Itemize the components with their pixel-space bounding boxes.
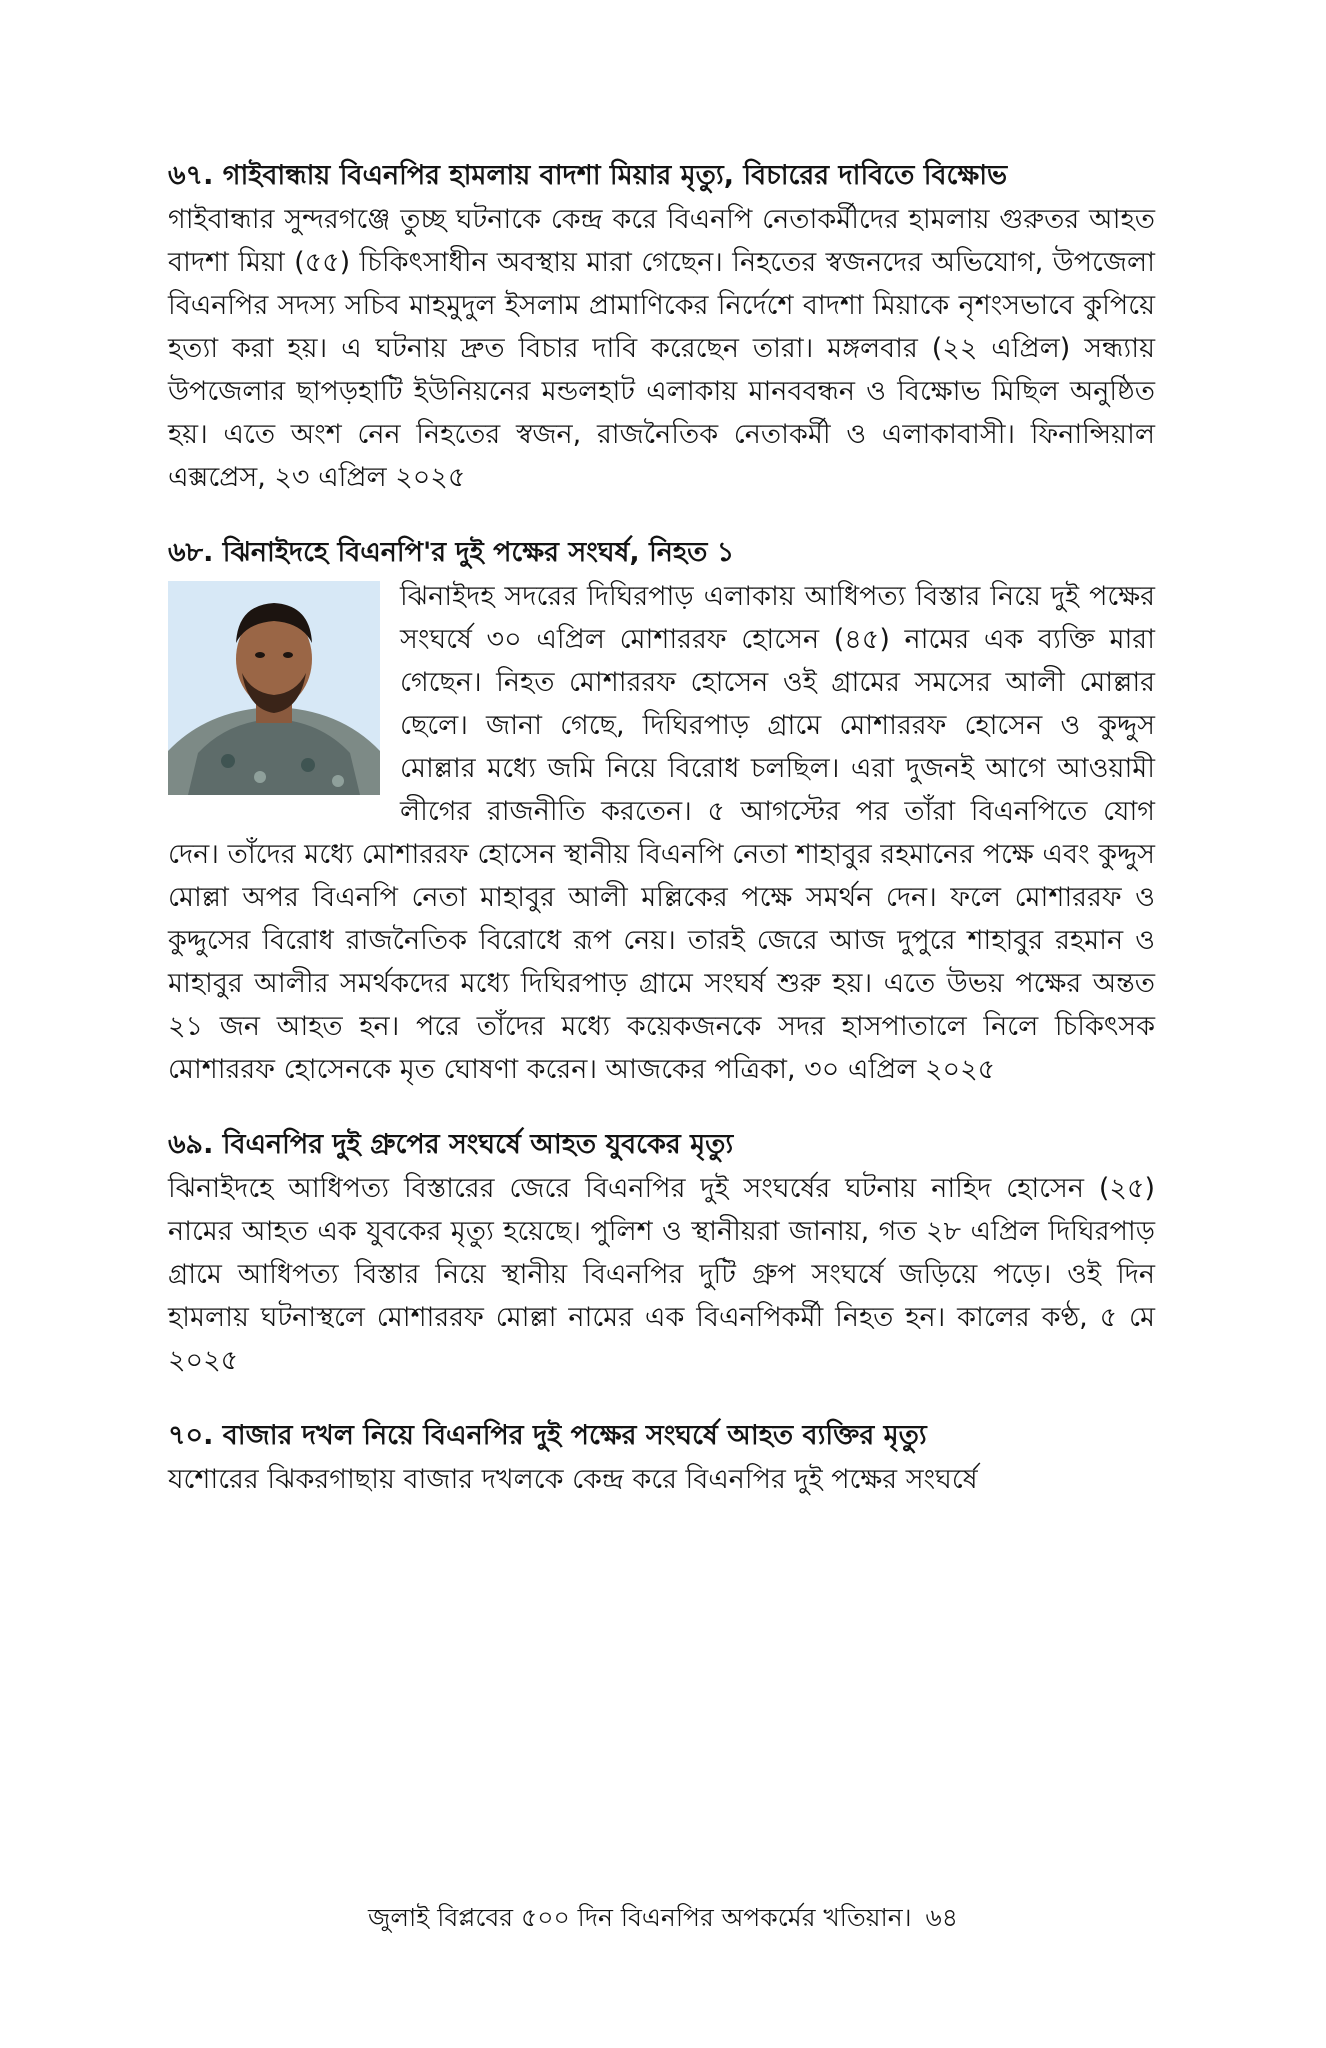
book-title: জুলাই বিপ্লবের ৫০০ দিন বিএনপির অপকর্মের খতিয়ান। — [368, 1903, 912, 1932]
article-67 — [168, 156, 1155, 499]
article-heading: ৬৭. গাইবান্ধায় বিএনপির হামলায় বাদশা মিয়ার মৃত্যু, বিচারের দাবিতে বিক্ষোভ — [168, 160, 1008, 191]
article-heading: ৭০. বাজার দখল নিয়ে বিএনপির দুই পক্ষের সংঘর্ষে আহত ব্যক্তির মৃত্যু — [168, 1420, 927, 1451]
article-body: গাইবান্ধার সুন্দরগঞ্জে তুচ্ছ ঘটনাকে কেন্দ্র করে বিএনপি নেতাকর্মীদের হামলায় গুরুতর আহত বাদশা মিয়া (৫৫) চিকিৎসাধীন অবস্থায় মারা গেছেন। নিহতের স্বজনদের অভিযোগ, উপজেলা বিএনপির সদস্য সচিব মাহমুদুল ইসলাম প্রামাণিকের নির্দেশে বাদশা মিয়াকে নৃশংসভাবে কুপিয়ে হত্যা করা হয়। এ ঘটনায় দ্রুত বিচার দাবি করেছেন তারা। মঙ্গলবার (২২ এপ্রিল) সন্ধ্যায় উপজেলার ছাপড়হাটি ইউনিয়নের মন্ডলহাট এলাকায় মানববন্ধন ও বিক্ষোভ মিছিল অনুষ্ঠিত হয়। এতে অংশ নেন নিহতের স্বজন, রাজনৈতিক নেতাকর্মী ও এলাকাবাসী। ফিনান্সিয়াল এক্সপ্রেস, ২৩ এপ্রিল ২০২৫ — [168, 204, 1155, 493]
portrait-illustration — [168, 581, 380, 795]
article-body: ঝিনাইদহে আধিপত্য বিস্তারের জেরে বিএনপির দুই সংঘর্ষের ঘটনায় নাহিদ হোসেন (২৫) নামের আহত এক যুবকের মৃত্যু হয়েছে। পুলিশ ও স্থানীয়রা জানায়, গত ২৮ এপ্রিল দিঘিরপাড় গ্রামে আধিপত্য বিস্তার নিয়ে স্থানীয় বিএনপির দুটি গ্রুপ সংঘর্ষে জড়িয়ে পড়ে। ওই দিন হামলায় ঘটনাস্থলে মোশাররফ মোল্লা নামের এক বিএনপিকর্মী নিহত হন। কালের কণ্ঠ, ৫ মে ২০২৫ — [168, 1173, 1155, 1376]
article-68 — [168, 533, 1155, 1091]
page-footer — [0, 1900, 1326, 1936]
article-70 — [168, 1416, 1155, 1501]
article-heading: ৬৯. বিএনপির দুই গ্রুপের সংঘর্ষে আহত যুবকের মৃত্যু — [168, 1129, 734, 1160]
article-69 — [168, 1125, 1155, 1382]
victim-photo — [168, 581, 380, 795]
article-heading: ৬৮. ঝিনাইদহে বিএনপি'র দুই পক্ষের সংঘর্ষ, নিহত ১ — [168, 537, 735, 568]
article-body: যশোরের ঝিকরগাছায় বাজার দখলকে কেন্দ্র করে বিএনপির দুই পক্ষের সংঘর্ষে — [168, 1464, 978, 1495]
page-number: ৬৪ — [925, 1903, 958, 1932]
article-list — [168, 156, 1155, 1535]
article-body: ঝিনাইদহ সদরের দিঘিরপাড় এলাকায় আধিপত্য বিস্তার নিয়ে দুই পক্ষের সংঘর্ষে ৩০ এপ্রিল মোশাররফ হোসেন (৪৫) নামের এক ব্যক্তি মারা গেছেন। নিহত মোশাররফ হোসেন ওই গ্রামের সমসের আলী মোল্লার ছেলে। জানা গেছে, দিঘিরপাড় গ্রামে মোশাররফ হোসেন ও কুদ্দুস মোল্লার মধ্যে জমি নিয়ে বিরোধ চলছিল। এরা দুজনই আগে আওয়ামী লীগের রাজনীতি করতেন। ৫ আগস্টের পর তাঁরা বিএনপিতে যোগ দেন। তাঁদের মধ্যে মোশাররফ হোসেন স্থানীয় বিএনপি নেতা শাহাবুর রহমানের পক্ষে এবং কুদ্দুস মোল্লা অপর বিএনপি নেতা মাহাবুর আলী মল্লিকের পক্ষে সমর্থন দেন। ফলে মোশাররফ ও কুদ্দুসের বিরোধ রাজনৈতিক বিরোধে রূপ নেয়। তারই জেরে আজ দুপুরে শাহাবুর রহমান ও মাহাবুর আলীর সমর্থকদের মধ্যে দিঘিরপাড় গ্রামে সংঘর্ষ শুরু হয়। এতে উভয় পক্ষের অন্তত ২১ জন আহত হন। পরে তাঁদের মধ্যে কয়েকজনকে সদর হাসপাতালে নিলে চিকিৎসক মোশাররফ হোসেনকে মৃত ঘোষণা করেন। আজকের পত্রিকা, ৩০ এপ্রিল ২০২৫ — [168, 581, 1155, 1085]
